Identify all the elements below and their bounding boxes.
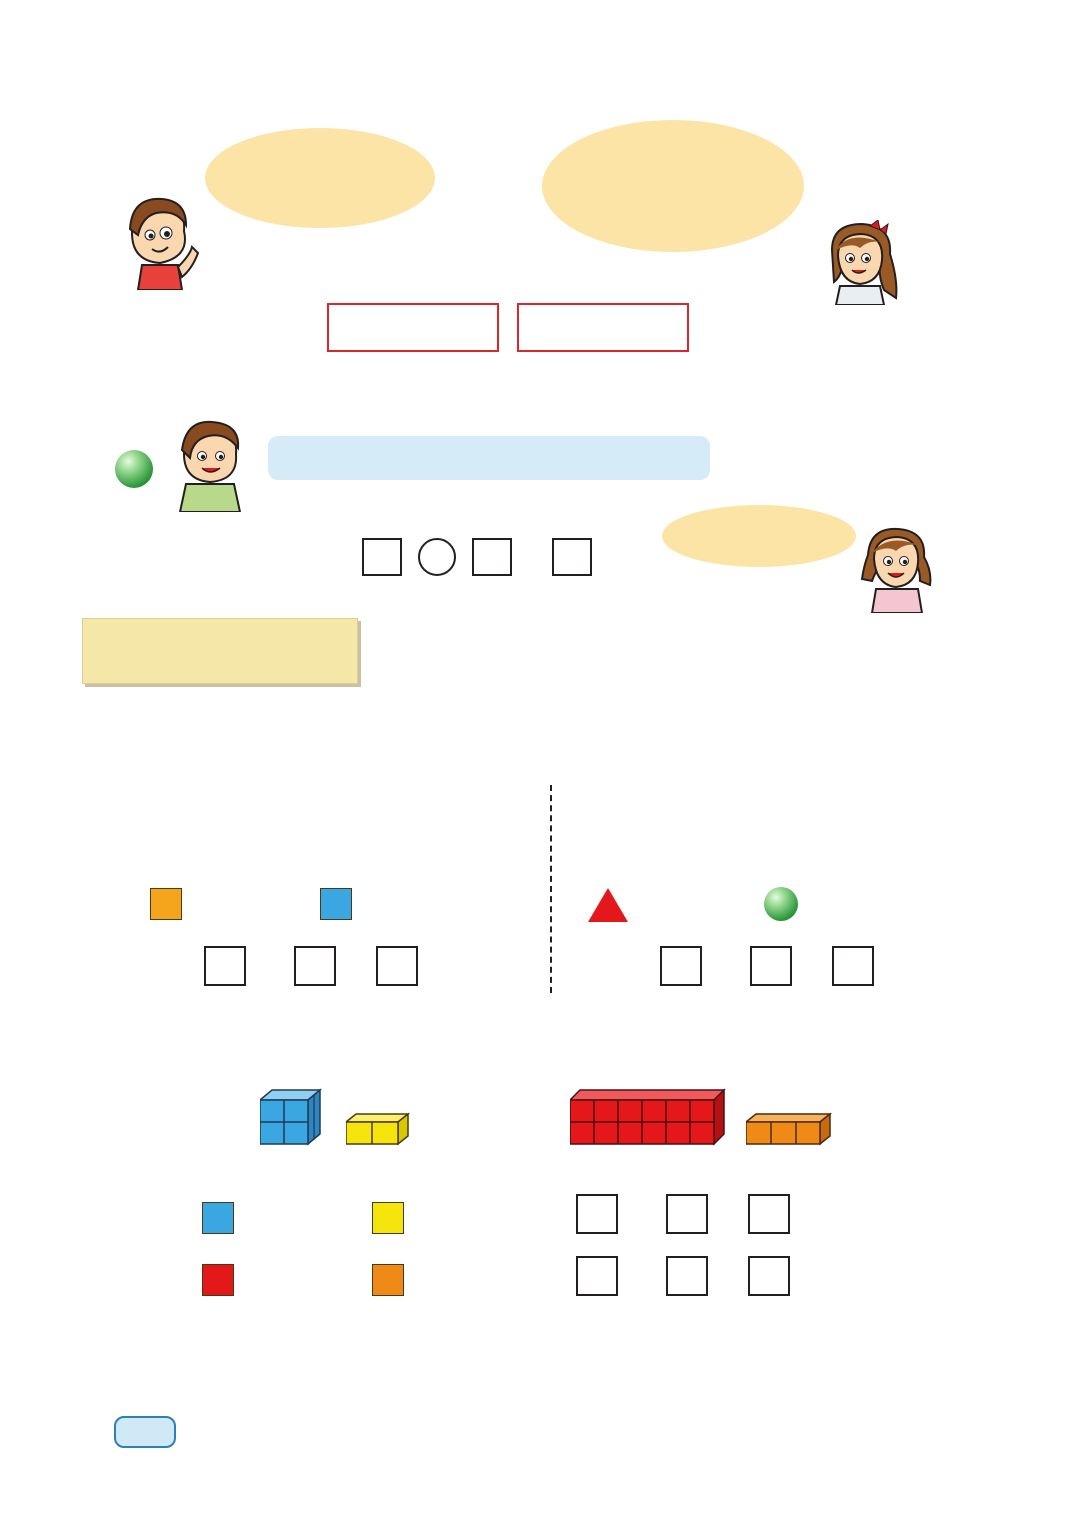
red-block-stack [570,1088,726,1152]
boy-illustration [120,195,200,290]
blue-cube-icon [320,888,352,920]
answer-box[interactable] [666,1256,708,1296]
blue-block-stack [260,1088,324,1152]
circle-group-2 [517,303,689,352]
answer-box[interactable] [666,1194,708,1234]
orange-block-stack [746,1112,832,1150]
orange-cube-icon [372,1264,404,1296]
operator-circle[interactable] [418,538,456,576]
answer-box[interactable] [748,1256,790,1296]
answer-box[interactable] [376,946,418,986]
boy2-illustration [178,420,242,512]
question-bubble [268,436,710,480]
answer-box[interactable] [748,1194,790,1234]
answer-box[interactable] [472,538,512,576]
girl-speech-bubble [542,120,804,252]
answer-box[interactable] [576,1194,618,1234]
page-number-badge [114,1416,176,1448]
girl2-illustration [858,525,936,613]
answer-box[interactable] [552,538,592,576]
yellow-block-stack [346,1112,410,1150]
answer-box[interactable] [294,946,336,986]
answer-box[interactable] [204,946,246,986]
section-title-band [82,618,358,684]
boy-speech-bubble [205,128,435,228]
divider-line [550,785,552,993]
answer-box[interactable] [750,946,792,986]
answer-box[interactable] [660,946,702,986]
red-triangle-icon [588,888,628,922]
girl-illustration [818,220,908,305]
question-marker-icon [115,450,153,488]
circle-group-1 [327,303,499,352]
answer-box[interactable] [362,538,402,576]
yellow-cube-icon [372,1202,404,1234]
blue-cube-icon [202,1202,234,1234]
orange-cube-icon [150,888,182,920]
green-ball-icon [764,887,798,921]
answer-box[interactable] [832,946,874,986]
girl2-speech-bubble [662,505,856,567]
red-cube-icon [202,1264,234,1296]
answer-box[interactable] [576,1256,618,1296]
